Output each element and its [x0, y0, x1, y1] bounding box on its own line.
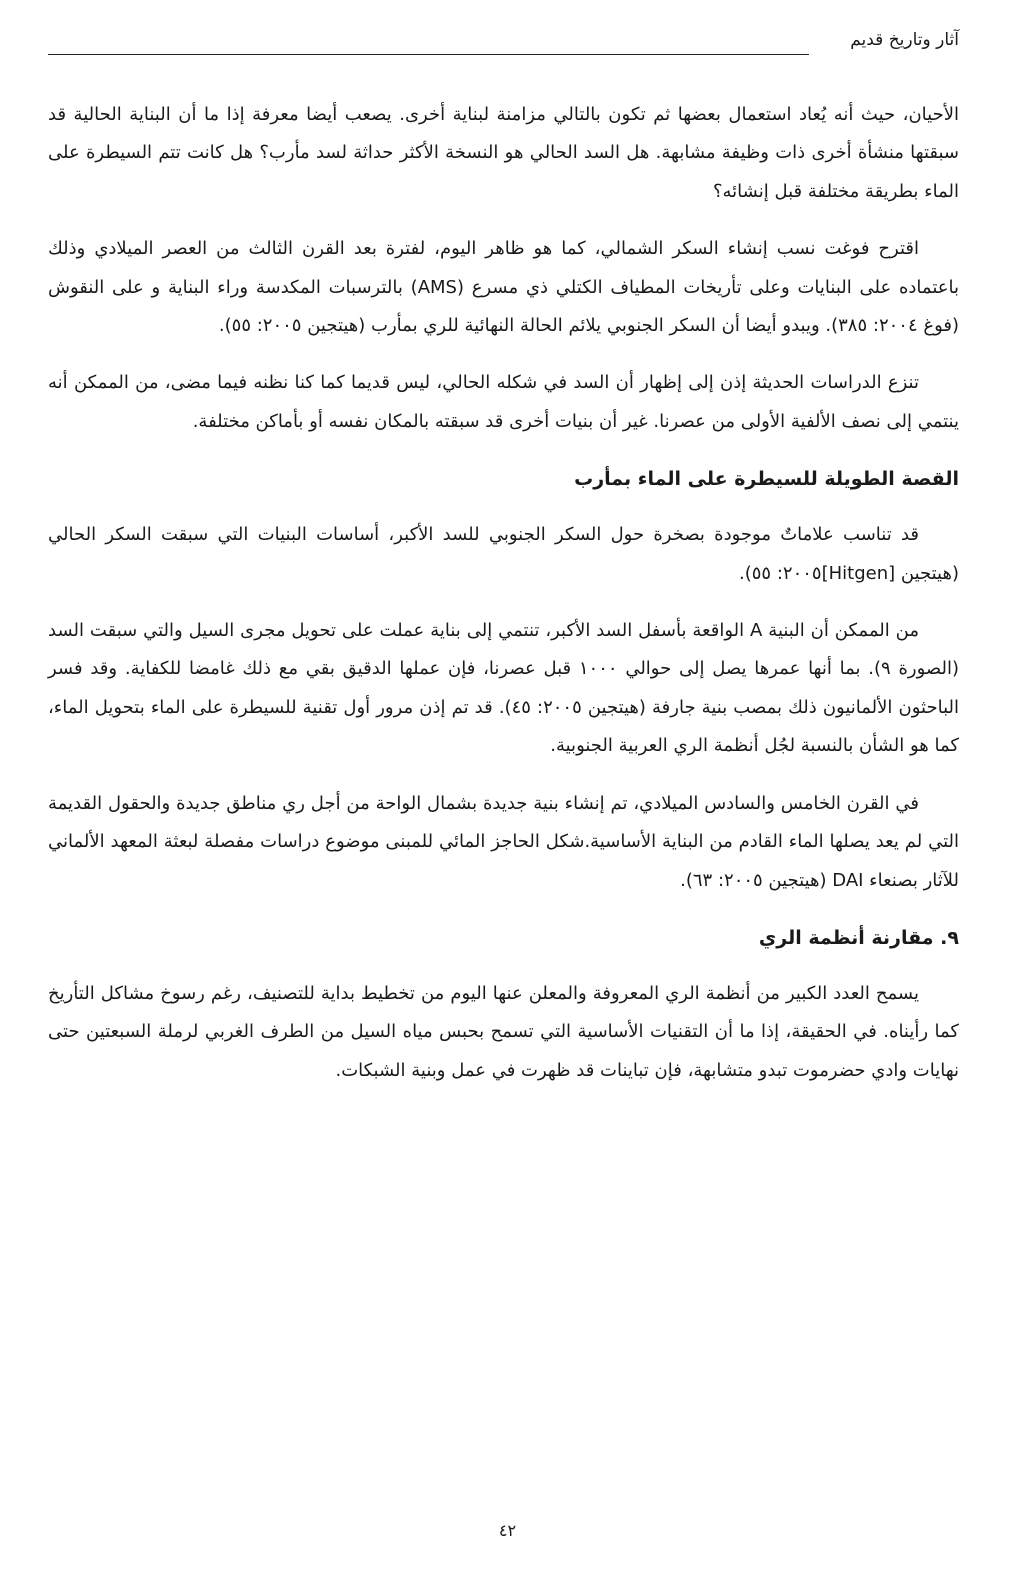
header-rule — [48, 54, 809, 55]
paragraph-4: قد تناسب علاماتٌ موجودة بصخرة حول السكر الجنوبي للسد الأكبر، أساسات البنيات التي سبقت السكر الحالي (هيتجين [Hitgen]٢٠٠٥: ٥٥). — [48, 524, 959, 584]
page-number: ٤٢ — [498, 1521, 517, 1540]
paragraph-2: اقترح فوغت نسب إنشاء السكر الشمالي، كما هو ظاهر اليوم، لفترة بعد القرن الثالث من العصر الميلادي وذلك باعتماده على البنايات وعلى تأريخات المطياف الكتلي ذي مسرع (AMS) بالترسبات المكدسة وراء البناية و على النقوش (فوغ ٢٠٠٤: ٣٨٥). ويبدو أيضا أن السكر الجنوبي يلائم الحالة النهائية للري بمأرب (هيتجين ٢٠٠٥: ٥٥). — [48, 238, 959, 337]
paragraph-6: في القرن الخامس والسادس الميلادي، تم إنشاء بنية جديدة بشمال الواحة من أجل ري مناطق جديدة والحقول القديمة التي لم يعد يصلها الماء القادم من البناية الأساسية.شكل الحاجز المائي للمبنى موضوع دراسات مفصلة لبعثة المعهد الألماني للآثار بصنعاء DAI (هيتجين ٢٠٠٥: ٦٣). — [48, 792, 959, 891]
section-heading-marib: القصة الطويلة للسيطرة على الماء بمأرب — [574, 468, 959, 491]
paragraph-5: من الممكن أن البنية A الواقعة بأسفل السد الأكبر، تنتمي إلى بناية عملت على تحويل مجرى السيل والتي سبقت السد (الصورة ٩). بما أنها عمرها يصل إلى حوالي ١٠٠٠ قبل عصرنا، فإن عملها الدقيق بقي مع ذلك غامضا للكفاية. وقد فسر الباحثون الألمانيون ذلك بمصب بنية جارفة (هيتجين ٢٠٠٥: ٤٥). قد تم إذن مرور أول تقنية للسيطرة على الماء بتحويل الماء، كما هو الشأن بالنسبة لجُل أنظمة الري العربية الجنوبية. — [48, 620, 960, 757]
header-title: آثار وتاريخ قديم — [850, 30, 959, 50]
paragraph-7: يسمح العدد الكبير من أنظمة الري المعروفة والمعلن عنها اليوم من تخطيط بداية للتصنيف، رغم رسوخ مشاكل التأريخ كما رأيناه. في الحقيقة، إذا ما أن التقنيات الأساسية التي تسمح بحبس مياه السيل من الطرف الغربي لرملة السبعتين حتى نهايات وادي حضرموت تبدو متشابهة، فإن تباينات قد ظهرت في عمل وبنية الشبكات. — [48, 982, 959, 1081]
section-heading-irrigation: ٩. مقارنة أنظمة الري — [758, 926, 959, 949]
running-header — [48, 30, 959, 60]
paragraph-3: تنزع الدراسات الحديثة إذن إلى إظهار أن السد في شكله الحالي، ليس قديما كما كنا نظنه فيما مضى، من الممكن أنه ينتمي إلى نصف الألفية الأولى من عصرنا. غير أن بنيات أخرى قد سبقته بالمكان نفسه أو بأماكن مختلفة. — [48, 372, 959, 432]
body-text — [48, 96, 959, 1109]
paragraph-1: الأحيان، حيث أنه يُعاد استعمال بعضها ثم تكون بالتالي مزامنة لبناية أخرى. يصعب أيضا معرفة إذا ما أن البناية الحالية قد سبقتها منشأة أخرى ذات وظيفة مشابهة. هل السد الحالي هو النسخة الأكثر حداثة لسد مأرب؟ هل كانت تتم السيطرة على الماء بطريقة مختلفة قبل إنشائه؟ — [48, 104, 959, 202]
